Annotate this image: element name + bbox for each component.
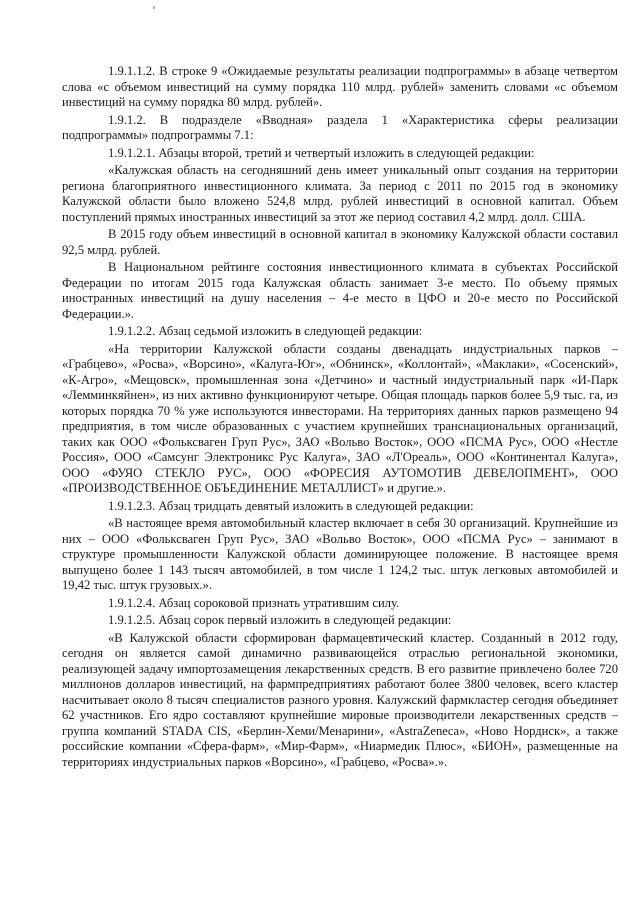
paragraph-1-9-1-2: 1.9.1.2. В подразделе «Вводная» раздела 1 «Характеристика сферы реализации подпрограммы» подпрограммы 7.1: [62, 112, 618, 142]
paragraph-1-9-1-2-3: 1.9.1.2.3. Абзац тридцать девятый изложить в следующей редакции: [108, 498, 474, 513]
document-page [62, 64, 618, 770]
paragraph-investment-climate: «Калужская область на сегодняшний день имеет уникальный опыт создания на территории региона благоприятного инвестиционного климата. За период с 2011 по 2015 год в экономику Калужской области было вложено 524,8 млрд. рублей инвестиций в основной капитал. Объем поступлений прямых иностранных инвестиций за этот же период составил 4,2 млрд. долл. США. [62, 163, 618, 224]
paragraph-industrial-parks: «На территории Калужской области созданы двенадцать индустриальных парков – «Грабцево», «Росва», «Ворсино», «Калуга-Юг», «Обнинск», «Коллонтай», «Маклаки», «Сосенский», «К-Агро», «Мещовск», промышленная зона «Детчино» и частный индустриальный парк «И-Парк «Лемминкяйнен», из них активно функционируют четыре. Общая площадь парков более 5,9 тыс. га, из которых порядка 70 % уже используются инвесторами. На территориях данных парков размещено 94 предприятия, в том числе образованных с участием крупнейших транснациональных организаций, таких как ООО «Фольксваген Груп Рус», ЗАО «Вольво Восток», ООО «ПСМА Рус», ООО «Нестле Россия», ООО «Самсунг Электроникс Рус Калуга», ЗАО «Л'Ореаль», ООО «Континентал Калуга», ООО «ФУЯО СТЕКЛО РУС», ООО «ФОРЕСИЯ АУТОМОТИВ ДЕВЕЛОПМЕНТ», ООО «ПРОИЗВОДСТВЕННОЕ ОБЪЕДИНЕНИЕ МЕТАЛЛИСТ» и другие.». [62, 341, 618, 495]
paragraph-1-9-1-2-2: 1.9.1.2.2. Абзац седьмой изложить в следующей редакции: [108, 324, 423, 338]
paragraph-1-9-1-1-2: 1.9.1.1.2. В строке 9 «Ожидаемые результаты реализации подпрограммы» в абзаце четвертом слова «с объемом инвестиций на сумму порядка 110 млрд. рублей» заменить словами «с объемом инвестиций на сумму порядка 80 млрд. рублей». [62, 64, 618, 109]
paragraph-national-rating: В Национальном рейтинге состояния инвестиционного климата в субъектах Российской Федерации по итогам 2015 года Калужская область занимает 3-е место. По объему прямых иностранных инвестиций на душу населения – 4-е место в ЦФО и 20-е место по Российской Федерации.». [62, 260, 618, 321]
paragraph-1-9-1-2-5: 1.9.1.2.5. Абзац сорок первый изложить в следующей редакции: [108, 613, 452, 627]
paragraph-1-9-1-2-1: 1.9.1.2.1. Абзацы второй, третий и четвертый изложить в следующей редакции: [108, 145, 535, 160]
paragraph-automotive-cluster: «В настоящее время автомобильный кластер включает в себя 30 организаций. Крупнейшие из них – ООО «Фольксваген Груп Рус», ЗАО «Вольво Восток», ООО «ПСМА Рус» – занимают в структуре промышленности Калужской области доминирующее положение. В настоящее время выпущено более 1 143 тысяч автомобилей, в том числе 1 124,2 тыс. штук легковых автомобилей и 19,42 тыс. штук грузовых.». [62, 516, 618, 592]
scan-speck [153, 6, 155, 9]
paragraph-pharma-cluster: «В Калужской области сформирован фармацевтический кластер. Созданный в 2012 году, сегодня он является самой динамично развивающейся отраслью региональной экономики, реализующей задачу импортозамещения лекарственных средств. В его развитие привлечено более 720 миллионов долларов инвестиций, на фармпредприятиях работают более 3800 человек, всего кластер насчитывает около 8 тысяч специалистов разного уровня. Калужский фармкластер сегодня объединяет 62 участников. Его ядро составляют крупнейшие мировые производители лекарственных средств – группа компаний STADA CIS, «Берлин-Хеми/Менарини», «AstraZeneca», «Ново Нордиск», а также российские компании «Сфера-фарм», «Мир-Фарм», «Ниармедик Плюс», «БИОН», размещенные на территориях индустриальных парков «Ворсино», «Грабцево, «Росва».». [62, 630, 618, 769]
paragraph-1-9-1-2-4: 1.9.1.2.4. Абзац сороковой признать утратившим силу. [108, 595, 400, 610]
paragraph-investment-2015: В 2015 году объем инвестиций в основной капитал в экономику Калужской области составил 92,5 млрд. рублей. [62, 227, 618, 257]
